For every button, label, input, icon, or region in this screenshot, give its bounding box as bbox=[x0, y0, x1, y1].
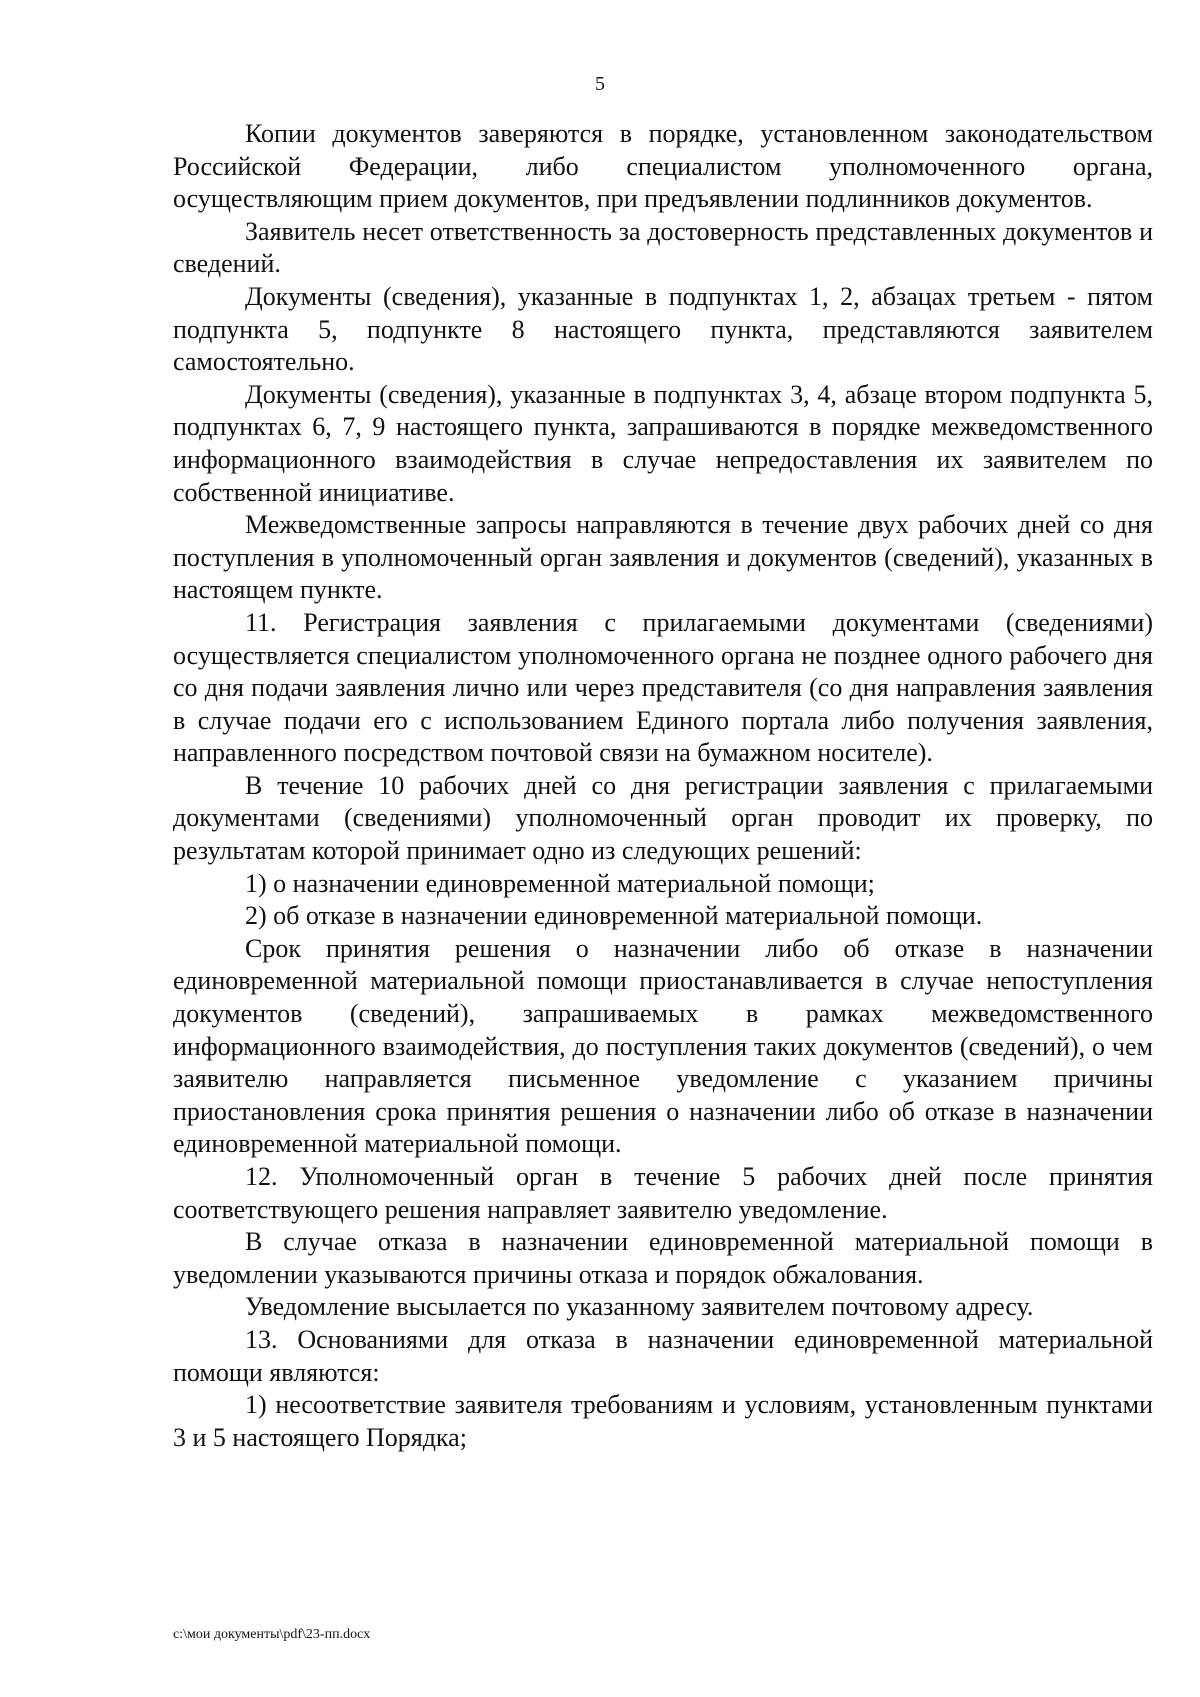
paragraph-documents-requested-interagency: Документы (сведения), указанные в подпунктах 3, 4, абзаце втором подпункта 5, подпунктах 6, 7, 9 настоящего пункта, запрашиваются в порядке межведомственного информационного взаимодействия в случае непредоставления их заявителем по собственной инициативе. bbox=[173, 379, 1153, 507]
paragraph-decision-1: 1) о назначении единовременной материальной помощи; bbox=[245, 868, 875, 898]
paragraph-suspension: Срок принятия решения о назначении либо об отказе в назначении единовременной материальной помощи приостанавливается в случае непоступления документов (сведений), запрашиваемых в рамках межведомственного информационного взаимодействия, до поступления таких документов (сведений), о чем заявителю направляется письменное уведомление с указанием причины приостановления срока принятия решения о назначении либо об отказе в назначении единовременной материальной помощи. bbox=[173, 933, 1153, 1159]
paragraph-copies-certification: Копии документов заверяются в порядке, установленном законодательством Российской Федерации, либо специалистом уполномоченного органа, осуществляющим прием документов, при предъявлении подлинников документов. bbox=[173, 119, 1153, 214]
paragraph-11-registration: 11. Регистрация заявления с прилагаемыми документами (сведениями) осуществляется специалистом уполномоченного органа не позднее одного рабочего дня со дня подачи заявления лично или через представителя (со дня направления заявления в случае подачи его с использованием Единого портала либо получения заявления, направленного посредством почтовой связи на бумажном носителе). bbox=[173, 607, 1153, 768]
paragraph-interagency-requests: Межведомственные запросы направляются в течение двух рабочих дней со дня поступления в уполномоченный орган заявления и документов (сведений), указанных в настоящем пункте. bbox=[173, 510, 1153, 605]
paragraph-12-notification: 12. Уполномоченный орган в течение 5 рабочих дней после принятия соответствующего решения направляет заявителю уведомление. bbox=[173, 1162, 1153, 1224]
paragraph-documents-submitted-by-applicant: Документы (сведения), указанные в подпунктах 1, 2, абзацах третьем - пятом подпункта 5, подпункте 8 настоящего пункта, представляются заявителем самостоятельно. bbox=[173, 281, 1153, 377]
paragraph-review-period: В течение 10 рабочих дней со дня регистрации заявления с прилагаемыми документами (сведениями) уполномоченный орган проводит их проверку, по результатам которой принимает одно из следующих решений: bbox=[173, 770, 1153, 866]
paragraph-mailing-address: Уведомление высылается по указанному заявителем почтовому адресу. bbox=[245, 1292, 1034, 1322]
document-body bbox=[173, 118, 1153, 1454]
footer-file-path: c:\мои документы\pdf\23-пп.docx bbox=[173, 1627, 371, 1642]
paragraph-applicant-responsibility: Заявитель несет ответственность за достоверность представленных документов и сведений. bbox=[173, 216, 1153, 279]
paragraph-refusal-notification: В случае отказа в назначении единовременной материальной помощи в уведомлении указываются причины отказа и порядок обжалования. bbox=[173, 1227, 1153, 1289]
page-number: 5 bbox=[595, 73, 605, 95]
paragraph-refusal-ground-1: 1) несоответствие заявителя требованиям и условиям, установленным пунктами 3 и 5 настоящего Порядка; bbox=[173, 1390, 1153, 1452]
paragraph-13-refusal-grounds: 13. Основаниями для отказа в назначении единовременной материальной помощи являются: bbox=[173, 1324, 1153, 1387]
paragraph-decision-2: 2) об отказе в назначении единовременной материальной помощи. bbox=[245, 901, 983, 931]
